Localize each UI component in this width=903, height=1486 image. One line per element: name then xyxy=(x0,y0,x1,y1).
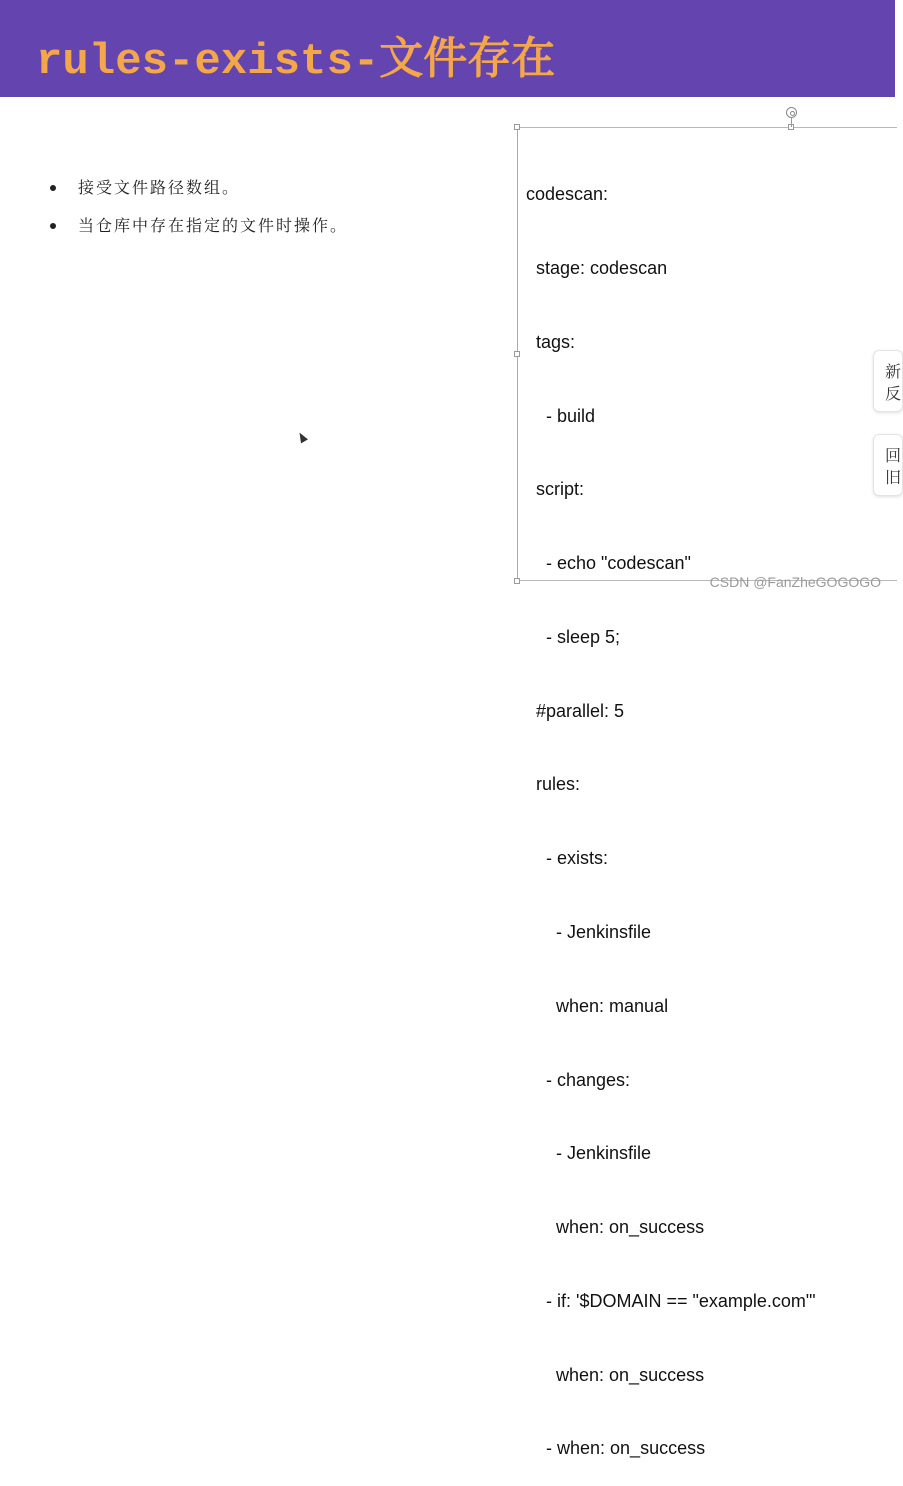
code-line: when: on_success xyxy=(526,1217,705,1238)
code-line: - sleep 5; xyxy=(526,626,621,647)
bullet-text: 接受文件路径数组。 xyxy=(78,178,241,197)
code-line: - echo "codescan" xyxy=(526,553,691,574)
code-line: - if: '$DOMAIN == "example.com"' xyxy=(526,1290,816,1311)
code-line: rules: xyxy=(526,774,581,795)
watermark: CSDN @FanZheGOGOGO xyxy=(709,574,881,590)
bullet-dot-icon xyxy=(50,185,56,191)
bullet-list xyxy=(50,176,348,252)
code-line: - Jenkinsfile xyxy=(526,1143,652,1164)
side-panel-card[interactable] xyxy=(873,434,903,496)
bullet-text: 当仓库中存在指定的文件时操作。 xyxy=(78,216,349,235)
code-line: codescan: xyxy=(526,184,609,205)
code-line: - exists: xyxy=(526,848,609,869)
code-line: - changes: xyxy=(526,1069,631,1090)
code-line: - when: on_success xyxy=(526,1438,706,1459)
side-card-line: 新 xyxy=(885,362,902,381)
side-card-line: 回 xyxy=(885,446,902,465)
code-line: #parallel: 5 xyxy=(526,700,625,721)
code-line: when: manual xyxy=(526,995,669,1016)
side-card-line: 反 xyxy=(885,384,902,403)
bullet-item xyxy=(50,214,348,252)
code-line: when: on_success xyxy=(526,1364,705,1385)
rotate-handle-icon[interactable] xyxy=(786,107,797,118)
code-line: - Jenkinsfile xyxy=(526,922,652,942)
resize-handle-top-left[interactable] xyxy=(514,124,520,130)
code-line: - build xyxy=(526,405,596,426)
rotate-handle-stem xyxy=(791,118,792,127)
resize-handle-middle-left[interactable] xyxy=(514,351,520,357)
mouse-cursor-icon xyxy=(296,431,308,444)
code-line: stage: codescan xyxy=(526,257,668,278)
code-content[interactable] xyxy=(526,133,816,1486)
title-bar xyxy=(0,0,895,97)
side-panel-card[interactable] xyxy=(873,350,903,412)
side-card-line: 旧 xyxy=(885,468,902,487)
code-line: tags: xyxy=(526,331,576,352)
resize-handle-bottom-left[interactable] xyxy=(514,578,520,584)
slide-title: rules-exists-文件存在 xyxy=(36,37,556,87)
code-line: script: xyxy=(526,479,585,500)
bullet-dot-icon xyxy=(50,223,56,229)
bullet-item xyxy=(50,176,348,214)
